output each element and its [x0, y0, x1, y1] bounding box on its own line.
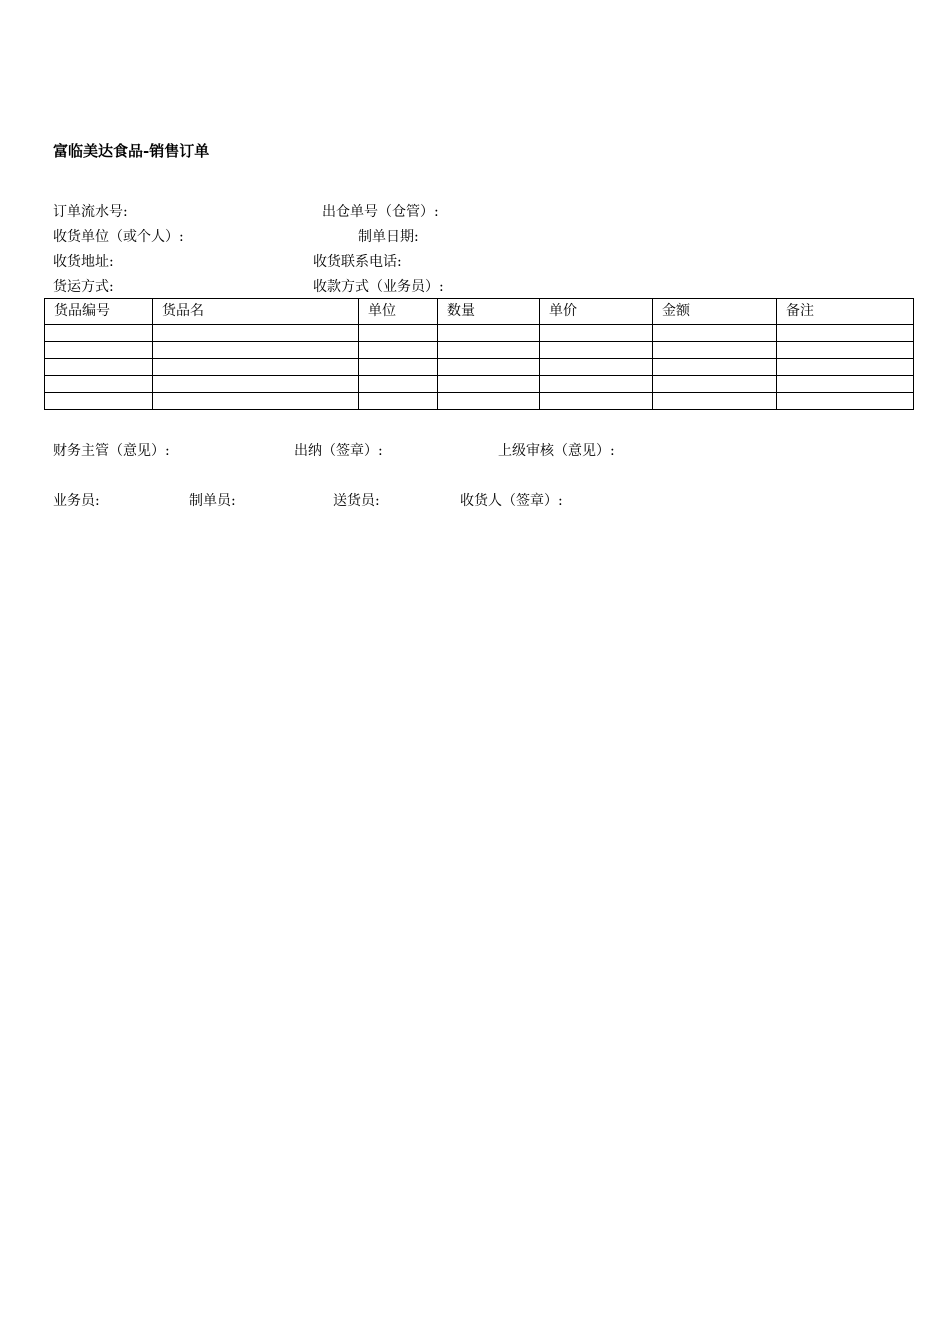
table-cell[interactable] — [653, 325, 777, 342]
cashier-label: 出纳（签章）: — [294, 443, 383, 459]
preparer-label: 制单员: — [189, 493, 236, 509]
table-cell[interactable] — [777, 359, 914, 376]
table-row — [45, 342, 914, 359]
table-cell[interactable] — [45, 393, 153, 410]
table-cell[interactable] — [438, 325, 540, 342]
table-cell[interactable] — [359, 393, 438, 410]
recipient-address-label: 收货地址: — [53, 254, 114, 270]
table-cell[interactable] — [153, 393, 359, 410]
column-header-unit-price: 单价 — [540, 299, 653, 325]
table-cell[interactable] — [359, 342, 438, 359]
table-cell[interactable] — [438, 342, 540, 359]
receiver-label: 收货人（签章）: — [460, 493, 563, 509]
column-header-quantity: 数量 — [438, 299, 540, 325]
created-date-label: 制单日期: — [358, 229, 419, 245]
column-header-unit: 单位 — [359, 299, 438, 325]
column-header-amount: 金额 — [653, 299, 777, 325]
table-cell[interactable] — [777, 342, 914, 359]
recipient-unit-label: 收货单位（或个人）: — [53, 229, 184, 245]
table-cell[interactable] — [777, 325, 914, 342]
finance-supervisor-label: 财务主管（意见）: — [53, 443, 170, 459]
table-cell[interactable] — [653, 376, 777, 393]
table-cell[interactable] — [359, 376, 438, 393]
table-cell[interactable] — [153, 342, 359, 359]
document-title: 富临美达食品-销售订单 — [53, 142, 210, 160]
table-cell[interactable] — [153, 325, 359, 342]
column-header-item-code: 货品编号 — [45, 299, 153, 325]
table-cell[interactable] — [438, 393, 540, 410]
table-cell[interactable] — [540, 342, 653, 359]
table-cell[interactable] — [653, 393, 777, 410]
table-cell[interactable] — [45, 325, 153, 342]
payment-method-label: 收款方式（业务员）: — [313, 279, 444, 295]
column-header-item-name: 货品名 — [153, 299, 359, 325]
table-cell[interactable] — [359, 325, 438, 342]
table-cell[interactable] — [359, 359, 438, 376]
table-cell[interactable] — [153, 359, 359, 376]
table-cell[interactable] — [777, 376, 914, 393]
table-cell[interactable] — [540, 376, 653, 393]
recipient-phone-label: 收货联系电话: — [313, 254, 402, 270]
table-cell[interactable] — [153, 376, 359, 393]
table-cell[interactable] — [45, 376, 153, 393]
table-row — [45, 325, 914, 342]
deliverer-label: 送货员: — [333, 493, 380, 509]
column-header-remarks: 备注 — [777, 299, 914, 325]
table-cell[interactable] — [540, 325, 653, 342]
table-header-row — [45, 299, 914, 325]
table-cell[interactable] — [45, 359, 153, 376]
table-cell[interactable] — [777, 393, 914, 410]
table-row — [45, 393, 914, 410]
table-row — [45, 359, 914, 376]
table-cell[interactable] — [540, 359, 653, 376]
shipping-method-label: 货运方式: — [53, 279, 114, 295]
table-cell[interactable] — [438, 376, 540, 393]
table-cell[interactable] — [653, 359, 777, 376]
order-serial-label: 订单流水号: — [53, 204, 128, 220]
outbound-number-label: 出仓单号（仓管）: — [322, 204, 439, 220]
table-cell[interactable] — [540, 393, 653, 410]
table-cell[interactable] — [438, 359, 540, 376]
superior-review-label: 上级审核（意见）: — [498, 443, 615, 459]
salesperson-label: 业务员: — [53, 493, 100, 509]
order-items-table — [44, 298, 914, 410]
table-cell[interactable] — [653, 342, 777, 359]
table-row — [45, 376, 914, 393]
table-cell[interactable] — [45, 342, 153, 359]
